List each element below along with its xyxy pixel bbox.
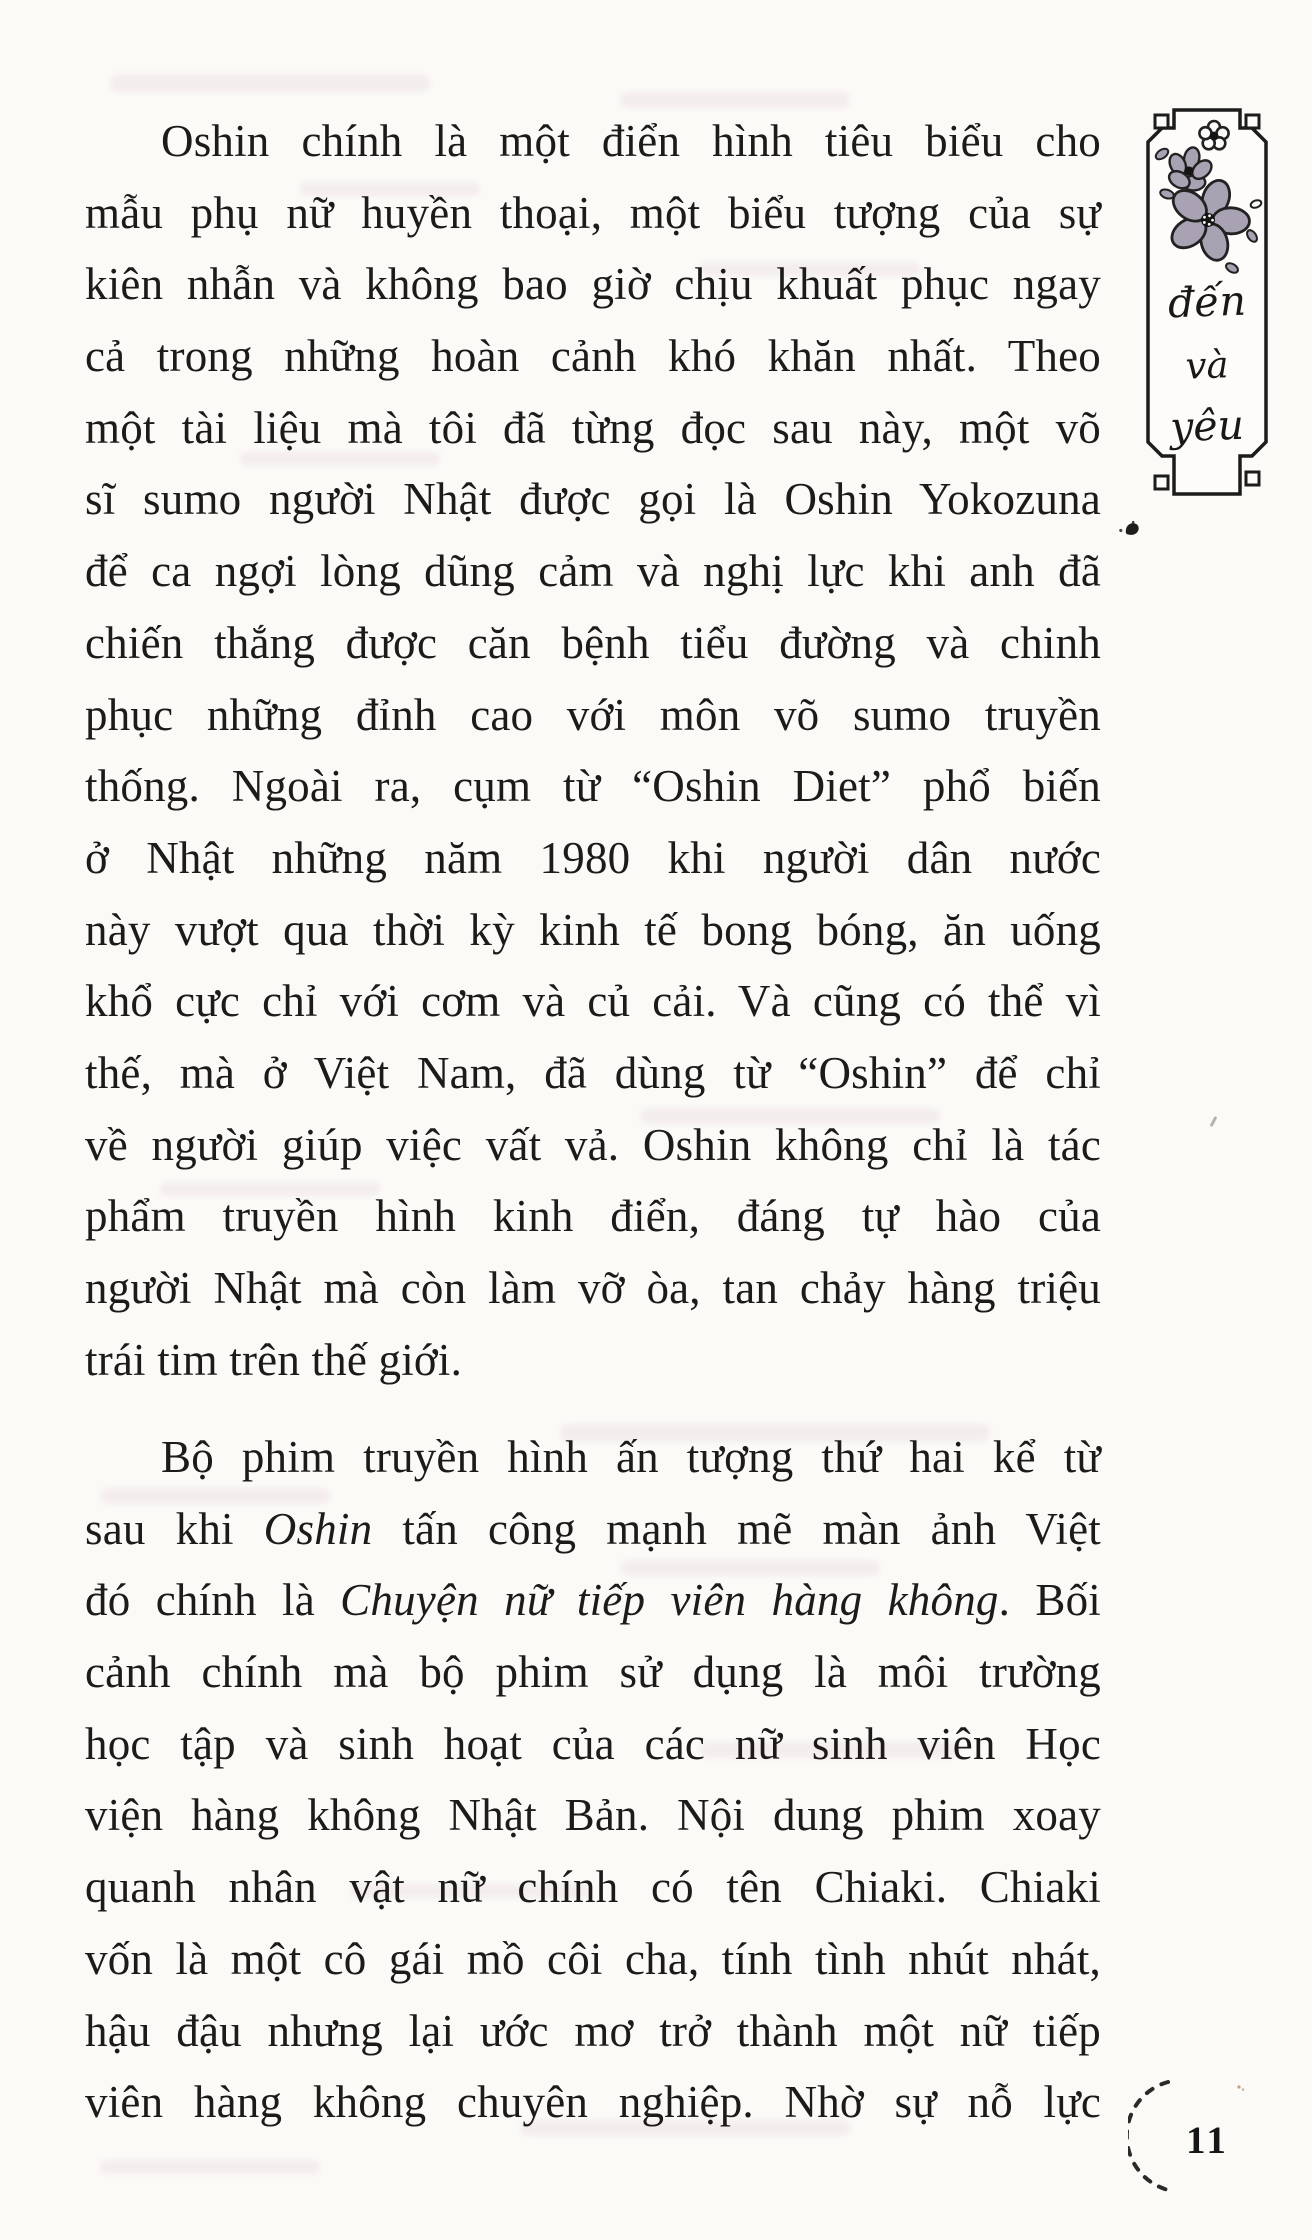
text-line: về người giúp việc vất vả. Oshin không chỉ là tác bbox=[85, 1119, 1101, 1170]
text-line: vốn là một cô gái mồ côi cha, tính tình nhút nhát, bbox=[85, 1933, 1101, 1984]
pink-speck bbox=[1236, 2084, 1246, 2093]
text-line: một tài liệu mà tôi đã từng đọc sau này, một võ bbox=[85, 402, 1101, 453]
text-line: chiến thắng được căn bệnh tiểu đường và chinh bbox=[85, 617, 1101, 668]
text-line: quanh nhân vật nữ chính có tên Chiaki. Chiaki bbox=[85, 1862, 1101, 1913]
margin-speck bbox=[1210, 1116, 1218, 1127]
tab-word: yêu bbox=[1169, 400, 1245, 452]
text-line: viện hàng không Nhật Bản. Nội dung phim xoay bbox=[85, 1790, 1101, 1841]
text-line: Bộ phim truyền hình ấn tượng thứ hai kể từ bbox=[161, 1432, 1101, 1482]
text-line: ở Nhật những năm 1980 khi người dân nước bbox=[85, 832, 1101, 883]
text-line: trái tim trên thế giới. bbox=[85, 1334, 463, 1385]
tab-word: đến bbox=[1167, 276, 1247, 328]
text-line: khổ cực chỉ với cơm và củ cải. Và cũng có thể vì bbox=[85, 976, 1101, 1027]
text-line: thống. Ngoài ra, cụm từ “Oshin Diet” phổ biến bbox=[85, 761, 1101, 812]
bleed-bar bbox=[100, 2160, 320, 2174]
page-number: 11 bbox=[1186, 2119, 1229, 2162]
chapter-side-tab bbox=[1140, 106, 1274, 498]
text-line: mẫu phụ nữ huyền thoại, một biểu tượng của sự bbox=[85, 187, 1101, 238]
text-line: sĩ sumo người Nhật được gọi là Oshin Yokozuna bbox=[85, 474, 1101, 525]
text-line: thế, mà ở Việt Nam, đã dùng từ “Oshin” để chỉ bbox=[85, 1047, 1101, 1098]
text-line: kiên nhẫn và không bao giờ chịu khuất phục ngay bbox=[85, 259, 1101, 310]
tab-word: và bbox=[1184, 343, 1230, 388]
text-line: học tập và sinh hoạt của các nữ sinh viên Học bbox=[85, 1718, 1101, 1769]
text-line: cả trong những hoàn cảnh khó khăn nhất. Theo bbox=[85, 331, 1101, 382]
text-line: Oshin chính là một điển hình tiêu biểu cho bbox=[161, 116, 1101, 166]
page-number-arc bbox=[1128, 2078, 1174, 2194]
text-line: sau khi Oshin tấn công mạnh mẽ màn ảnh Việt bbox=[85, 1503, 1101, 1554]
text-line: người Nhật mà còn làm vỡ òa, tan chảy hàng triệu bbox=[85, 1263, 1101, 1313]
page-number-area bbox=[1128, 2078, 1238, 2196]
text-line: này vượt qua thời kỳ kinh tế bong bóng, ăn uống bbox=[85, 904, 1101, 955]
bleed-bar bbox=[110, 74, 430, 92]
text-line: phục những đỉnh cao với môn võ sumo truyền bbox=[85, 689, 1101, 740]
text-line: cảnh chính mà bộ phim sử dụng là môi trường bbox=[85, 1647, 1101, 1698]
text-line: viên hàng không chuyên nghiệp. Nhờ sự nỗ lực bbox=[85, 2077, 1101, 2128]
text-line: hậu đậu nhưng lại ước mơ trở thành một nữ tiếp bbox=[85, 2005, 1101, 2056]
text-line: phẩm truyền hình kinh điển, đáng tự hào của bbox=[85, 1191, 1101, 1242]
paragraph bbox=[85, 106, 1101, 1396]
paragraph bbox=[85, 1422, 1101, 2139]
text-line: để ca ngợi lòng dũng cảm và nghị lực khi anh đã bbox=[85, 546, 1101, 597]
text-line: đó chính là Chuyện nữ tiếp viên hàng không. Bối bbox=[85, 1575, 1101, 1626]
ink-smudge bbox=[1118, 520, 1144, 540]
